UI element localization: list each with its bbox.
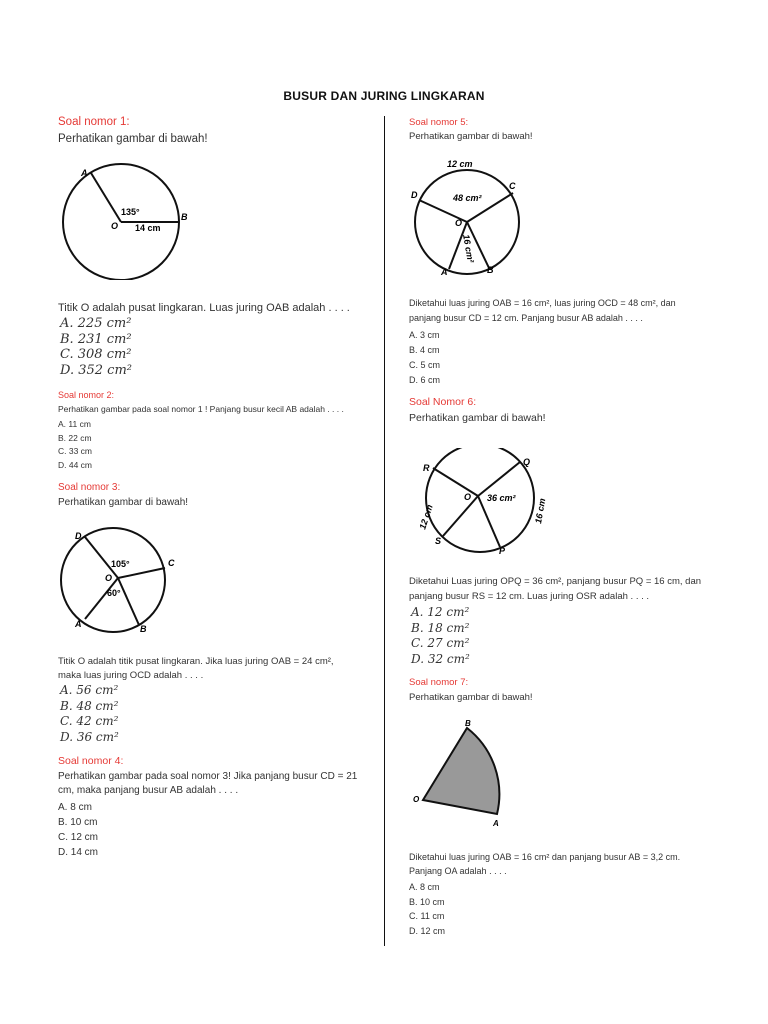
q3-option-d[interactable]: D. 36 cm² [60,729,119,744]
q3-option-a[interactable]: A. 56 cm² [60,683,119,697]
q5-option-a[interactable]: A. 3 cm [409,330,440,340]
q5-fig-O: O [455,218,463,228]
q4-options [58,800,98,860]
q5-options [409,328,440,388]
q5-fig-top: 12 cm [447,159,473,169]
q2-question: Perhatikan gambar pada soal nomor 1 ! Panjang busur kecil AB adalah . . . . [58,404,344,414]
q3-fig-angle-2: 60° [107,588,121,598]
q1-fig-radius: 14 cm [135,223,161,233]
q6-fig-area: 36 cm² [487,493,516,503]
q2-label: Soal nomor 2: [58,390,115,400]
q1-fig-A: A [81,168,88,178]
q6-label: Soal Nomor 6: [409,396,477,408]
q5-option-b[interactable]: B. 4 cm [409,345,440,355]
q1-option-d[interactable]: D. 352 cm² [60,362,132,378]
q3-question-2: maka luas juring OCD adalah . . . . [58,670,204,681]
q7-question-1: Diketahui luas juring OAB = 16 cm² dan panjang busur AB = 3,2 cm. [409,852,681,862]
q7-fig-B: B [465,719,471,728]
q3-options [60,683,119,745]
q5-fig-B: B [487,265,494,275]
q1-option-c[interactable]: C. 308 cm² [60,347,132,362]
q4-label: Soal nomor 4: [58,755,124,767]
q4-option-d[interactable]: D. 14 cm [58,847,99,858]
q5-question-2: panjang busur CD = 12 cm. Panjang busur AB adalah . . . . [409,313,643,323]
q6-fig-S: S [435,536,442,546]
q2-option-b[interactable]: B. 22 cm [58,432,92,443]
q7-sector-figure [405,718,515,833]
q4-question-2: cm, maka panjang busur AB adalah . . . . [58,785,239,796]
q6-fig-R: R [423,463,430,473]
q5-label: Soal nomor 5: [409,117,469,128]
q5-fig-area-2: 16 cm² [461,233,476,264]
q3-fig-B: B [140,624,147,634]
q6-circle-figure [405,448,555,558]
q3-option-c[interactable]: C. 42 cm² [60,714,119,728]
q1-circle-figure [55,160,205,280]
q7-option-c[interactable]: C. 11 cm [409,911,445,921]
q3-fig-C: C [168,558,175,568]
q7-option-d[interactable]: D. 12 cm [409,925,446,936]
q1-question: Titik O adalah pusat lingkaran. Luas juring OAB adalah . . . . [58,302,350,314]
q3-fig-O: O [105,573,113,583]
q6-option-a[interactable]: A. 12 cm² [411,605,470,619]
q7-option-b[interactable]: B. 10 cm [409,896,445,907]
q4-option-a[interactable]: A. 8 cm [58,802,92,813]
q3-option-b[interactable]: B. 48 cm² [60,698,119,713]
q6-option-c[interactable]: C. 27 cm² [411,636,470,650]
q2-option-a[interactable]: A. 11 cm [58,419,91,429]
q5-fig-C: C [509,181,516,191]
q1-options [60,316,132,378]
q6-fig-P: P [499,546,506,556]
q3-fig-angle-1: 105° [111,559,130,569]
q7-fig-A: A [493,819,499,828]
q1-option-a[interactable]: A. 225 cm² [60,316,132,331]
q7-option-a[interactable]: A. 8 cm [409,882,440,892]
q2-option-d[interactable]: D. 44 cm [58,459,93,470]
q3-circle-figure [55,525,185,635]
q1-fig-B: B [181,212,188,222]
q6-options [411,605,470,667]
q6-fig-right: 16 cm [533,497,548,525]
q2-options [58,418,92,472]
q5-prompt: Perhatikan gambar di bawah! [409,131,533,142]
q1-option-b[interactable]: B. 231 cm² [60,331,132,347]
q7-prompt: Perhatikan gambar di bawah! [409,692,533,703]
q6-fig-Q: Q [523,457,531,467]
q6-question-1: Diketahui Luas juring OPQ = 36 cm², panjang busur PQ = 16 cm, dan [409,576,702,587]
q5-option-d[interactable]: D. 6 cm [409,375,441,385]
q5-fig-A: A [441,267,448,277]
q4-option-c[interactable]: C. 12 cm [58,832,99,843]
q2-option-c[interactable]: C. 33 cm [58,446,93,456]
q3-fig-A: A [75,619,82,629]
q7-options [409,880,445,938]
q6-fig-left: 12 cm [417,503,435,531]
q1-fig-O: O [111,221,119,231]
q1-label: Soal nomor 1: [58,116,130,128]
q7-label: Soal nomor 7: [409,677,469,688]
q4-option-b[interactable]: B. 10 cm [58,817,98,828]
q5-fig-D: D [411,190,418,200]
column-divider [384,116,385,946]
page-title: BUSUR DAN JURING LINGKARAN [283,89,485,103]
q5-fig-area-1: 48 cm² [453,193,482,203]
q6-option-d[interactable]: D. 32 cm² [411,651,470,666]
q6-question-2: panjang busur RS = 12 cm. Luas juring OSR adalah . . . . [409,591,650,602]
q5-question-1: Diketahui luas juring OAB = 16 cm², luas juring OCD = 48 cm², dan [409,298,676,308]
q1-fig-angle: 135° [121,207,140,217]
q3-question-1: Titik O adalah titik pusat lingkaran. Jika luas juring OAB = 24 cm², [58,656,334,667]
q6-option-b[interactable]: B. 18 cm² [411,620,470,635]
q1-prompt: Perhatikan gambar di bawah! [58,133,208,145]
q6-prompt: Perhatikan gambar di bawah! [409,412,546,424]
q6-fig-O: O [464,492,472,502]
q3-label: Soal nomor 3: [58,482,121,493]
q7-fig-O: O [413,795,420,804]
q5-circle-figure [405,155,530,280]
q3-prompt: Perhatikan gambar di bawah! [58,497,189,508]
q3-fig-D: D [75,531,82,541]
q7-question-2: Panjang OA adalah . . . . [409,866,507,876]
q4-question-1: Perhatikan gambar pada soal nomor 3! Jika panjang busur CD = 21 [58,771,358,782]
q5-option-c[interactable]: C. 5 cm [409,360,441,370]
